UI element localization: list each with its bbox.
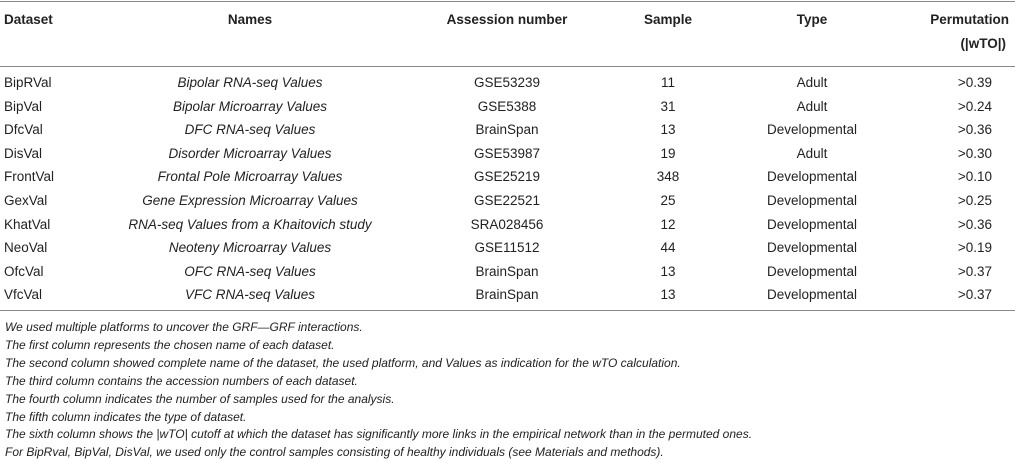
- cell-name: RNA-seq Values from a Khaitovich study: [128, 216, 372, 232]
- footnote: The third column contains the accession numbers of each dataset.: [5, 373, 358, 388]
- cell-accession: GSE25219: [473, 169, 541, 185]
- cell-name: OFC RNA-seq Values: [184, 263, 316, 279]
- cell-accession: BrainSpan: [475, 287, 539, 303]
- cell-type: Developmental: [766, 263, 858, 279]
- cell-type: Developmental: [766, 122, 858, 138]
- header-permutation: Permutation: [930, 12, 1009, 27]
- header-type: Type: [796, 12, 828, 27]
- cell-accession: GSE53239: [473, 75, 541, 90]
- cell-sample: 12: [660, 216, 676, 232]
- cell-permutation: >0.19: [957, 240, 992, 256]
- cell-accession: SRA028456: [470, 216, 544, 232]
- cell-type: Developmental: [766, 193, 858, 208]
- cell-accession: GSE11512: [474, 240, 540, 256]
- cell-permutation: >0.36: [957, 216, 992, 232]
- cell-name: Neoteny Microarray Values: [168, 240, 332, 256]
- cell-dataset: FrontVal: [4, 169, 55, 185]
- header-rule: [0, 66, 1015, 67]
- cell-accession: GSE53987: [473, 145, 541, 161]
- footnote: For BipRval, BipVal, DisVal, we used only the control samples consisting of healthy individuals (see Materials and methods).: [5, 445, 664, 460]
- header-sample: Sample: [643, 12, 693, 27]
- header-names: Names: [227, 12, 273, 27]
- cell-permutation: >0.37: [957, 287, 992, 303]
- cell-name: Disorder Microarray Values: [168, 145, 332, 161]
- cell-name: Gene Expression Microarray Values: [142, 193, 358, 208]
- bottom-rule: [0, 310, 1015, 311]
- cell-permutation: >0.37: [957, 263, 992, 279]
- cell-accession: BrainSpan: [475, 263, 539, 279]
- cell-type: Adult: [796, 98, 828, 114]
- footnote: The sixth column shows the |wTO| cutoff at which the dataset has significantly more links in the empirical network than in the permuted ones.: [5, 427, 753, 442]
- cell-type: Developmental: [766, 240, 858, 256]
- cell-name: Bipolar RNA-seq Values: [177, 75, 323, 90]
- cell-permutation: >0.30: [957, 145, 992, 161]
- footnote: The first column represents the chosen name of each dataset.: [5, 337, 335, 352]
- header-dataset: Dataset: [4, 12, 53, 27]
- cell-type: Developmental: [766, 216, 858, 232]
- cell-permutation: >0.25: [957, 193, 992, 208]
- cell-sample: 31: [660, 98, 676, 114]
- cell-name: Bipolar Microarray Values: [172, 98, 328, 114]
- cell-type: Developmental: [766, 169, 858, 185]
- footnote: The fourth column indicates the number of samples used for the analysis.: [5, 391, 395, 406]
- cell-dataset: BipVal: [4, 98, 43, 114]
- footnote: The second column showed complete name of the dataset, the used platform, and Values as indication for the wTO calculation.: [5, 355, 681, 370]
- cell-name: DFC RNA-seq Values: [184, 122, 316, 138]
- cell-permutation: >0.24: [957, 98, 992, 114]
- cell-dataset: NeoVal: [4, 240, 48, 256]
- cell-dataset: DfcVal: [4, 122, 43, 138]
- cell-type: Developmental: [766, 287, 858, 303]
- header-accession: Assession number: [446, 12, 568, 27]
- cell-dataset: VfcVal: [4, 287, 43, 303]
- cell-permutation: >0.39: [957, 75, 992, 90]
- cell-sample: 13: [660, 122, 676, 138]
- header-permutation-unit: (|wTO|): [960, 36, 1006, 51]
- cell-dataset: OfcVal: [4, 263, 44, 279]
- cell-name: VFC RNA-seq Values: [184, 287, 316, 303]
- cell-dataset: KhatVal: [4, 216, 51, 232]
- cell-permutation: >0.10: [957, 169, 992, 185]
- cell-permutation: >0.36: [957, 122, 992, 138]
- footnote: We used multiple platforms to uncover the GRF—GRF interactions.: [5, 320, 363, 334]
- cell-sample: 13: [660, 263, 676, 279]
- cell-type: Adult: [796, 75, 828, 90]
- top-rule: [0, 1, 1015, 2]
- cell-dataset: BipRVal: [4, 75, 52, 90]
- cell-accession: GSE5388: [477, 98, 537, 114]
- cell-type: Adult: [796, 145, 828, 161]
- cell-dataset: GexVal: [4, 193, 48, 208]
- cell-name: Frontal Pole Microarray Values: [157, 169, 343, 185]
- cell-sample: 25: [660, 193, 676, 208]
- cell-sample: 19: [660, 145, 676, 161]
- footnote: The fifth column indicates the type of dataset.: [5, 409, 247, 424]
- cell-accession: GSE22521: [473, 193, 541, 208]
- cell-sample: 44: [660, 240, 676, 256]
- cell-accession: BrainSpan: [475, 122, 539, 138]
- cell-sample: 11: [660, 75, 676, 90]
- cell-sample: 13: [660, 287, 676, 303]
- footnotes: [5, 319, 1005, 462]
- cell-sample: 348: [656, 169, 680, 185]
- cell-dataset: DisVal: [4, 145, 43, 161]
